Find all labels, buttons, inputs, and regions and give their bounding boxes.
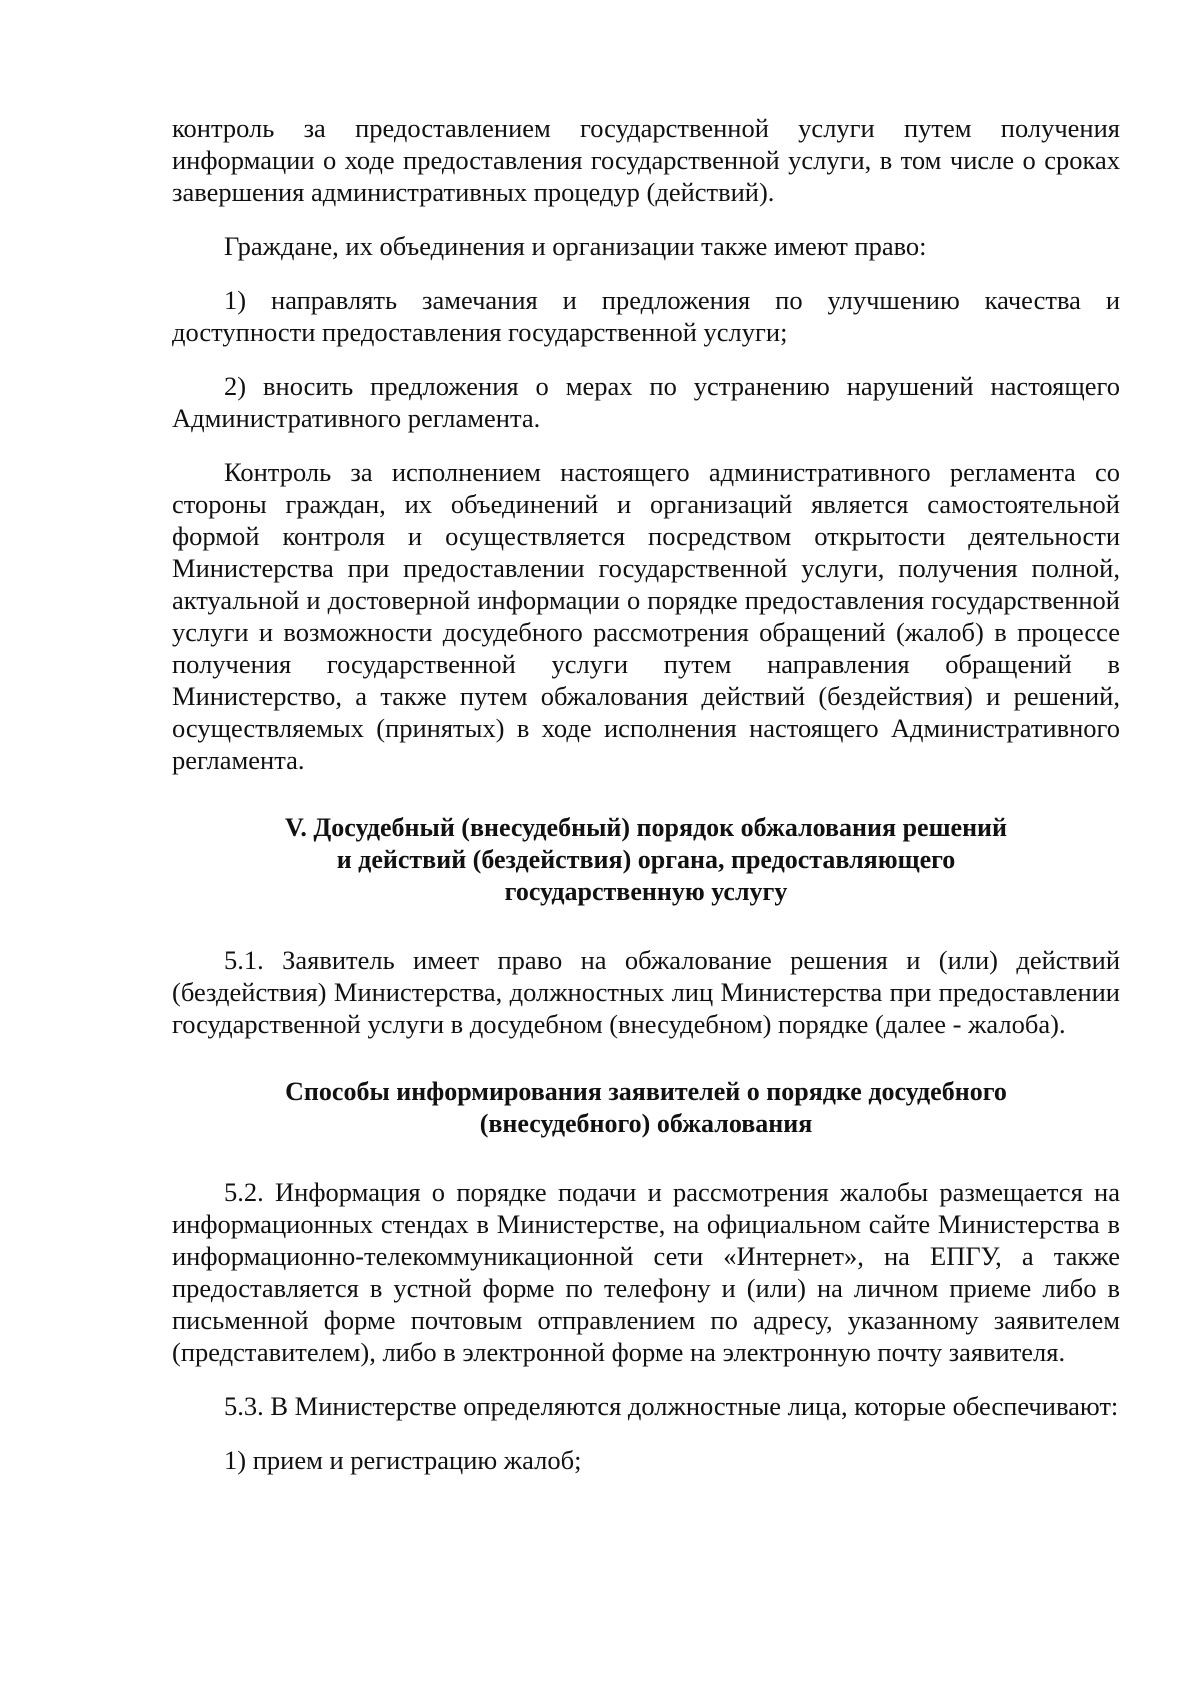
paragraph-5-2: 5.2. Информация о порядке подачи и рассмотрения жалобы размещается на информационных стендах в Министерстве, на официальном сайте Министерства в информационно-телекоммуникационной сети «Интернет», на ЕПГУ, а также предоставляется в устной форме по телефону и (или) на личном приеме либо в письменной форме почтовым отправлением по адресу, указанному заявителем (представителем), либо в электронной форме на электронную почту заявителя.: [172, 1177, 1120, 1367]
subsection-heading: [172, 1076, 1120, 1140]
paragraph-5-1: 5.1. Заявитель имеет право на обжалование решения и (или) действий (бездействия) Министерства, должностных лиц Министерства при предоставлении государственной услуги в досудебном (внесудебном) порядке (далее - жалоба).: [172, 945, 1120, 1039]
paragraph-right-1: 1) направлять замечания и предложения по улучшению качества и доступности предоставления государственной услуги;: [172, 285, 1120, 347]
paragraph-5-3-item-1: 1) прием и регистрацию жалоб;: [224, 1445, 582, 1475]
heading-v-line-3: государственную услугу: [504, 877, 788, 906]
document-body: [172, 112, 1120, 1476]
paragraph-rights-intro: Граждане, их объединения и организации также имеют право:: [224, 231, 927, 261]
paragraph-5-3: 5.3. В Министерстве определяются должностные лица, которые обеспечивают:: [224, 1391, 1119, 1421]
paragraph-control: Контроль за исполнением настоящего административного регламента со стороны граждан, их объединений и организаций является самостоятельной формой контроля и осуществляется посредством открытости деятельности Министерства при предоставлении государственной услуги, получения полной, актуальной и достоверной информации о порядке предоставления государственной услуги и возможности досудебного рассмотрения обращений (жалоб) в процессе получения государственной услуги путем направления обращений в Министерство, а также путем обжалования действий (бездействия) и решений, осуществляемых (принятых) в ходе исполнения настоящего Административного регламента.: [172, 457, 1120, 775]
heading-v-line-2: и действий (бездействия) органа, предоставляющего: [336, 845, 956, 874]
section-heading-v: [172, 812, 1120, 908]
subheading-line-2: (внесудебного) обжалования: [479, 1109, 813, 1138]
paragraph-continuation: контроль за предоставлением государственной услуги путем получения информации о ходе предоставления государственной услуги, в том числе о сроках завершения административных процедур (действий).: [172, 113, 1120, 207]
paragraph-right-2: 2) вносить предложения о мерах по устранению нарушений настоящего Административного регламента.: [172, 371, 1120, 433]
subheading-line-1: Способы информирования заявителей о порядке досудебного: [285, 1077, 1007, 1106]
heading-v-line-1: V. Досудебный (внесудебный) порядок обжалования решений: [284, 813, 1008, 842]
